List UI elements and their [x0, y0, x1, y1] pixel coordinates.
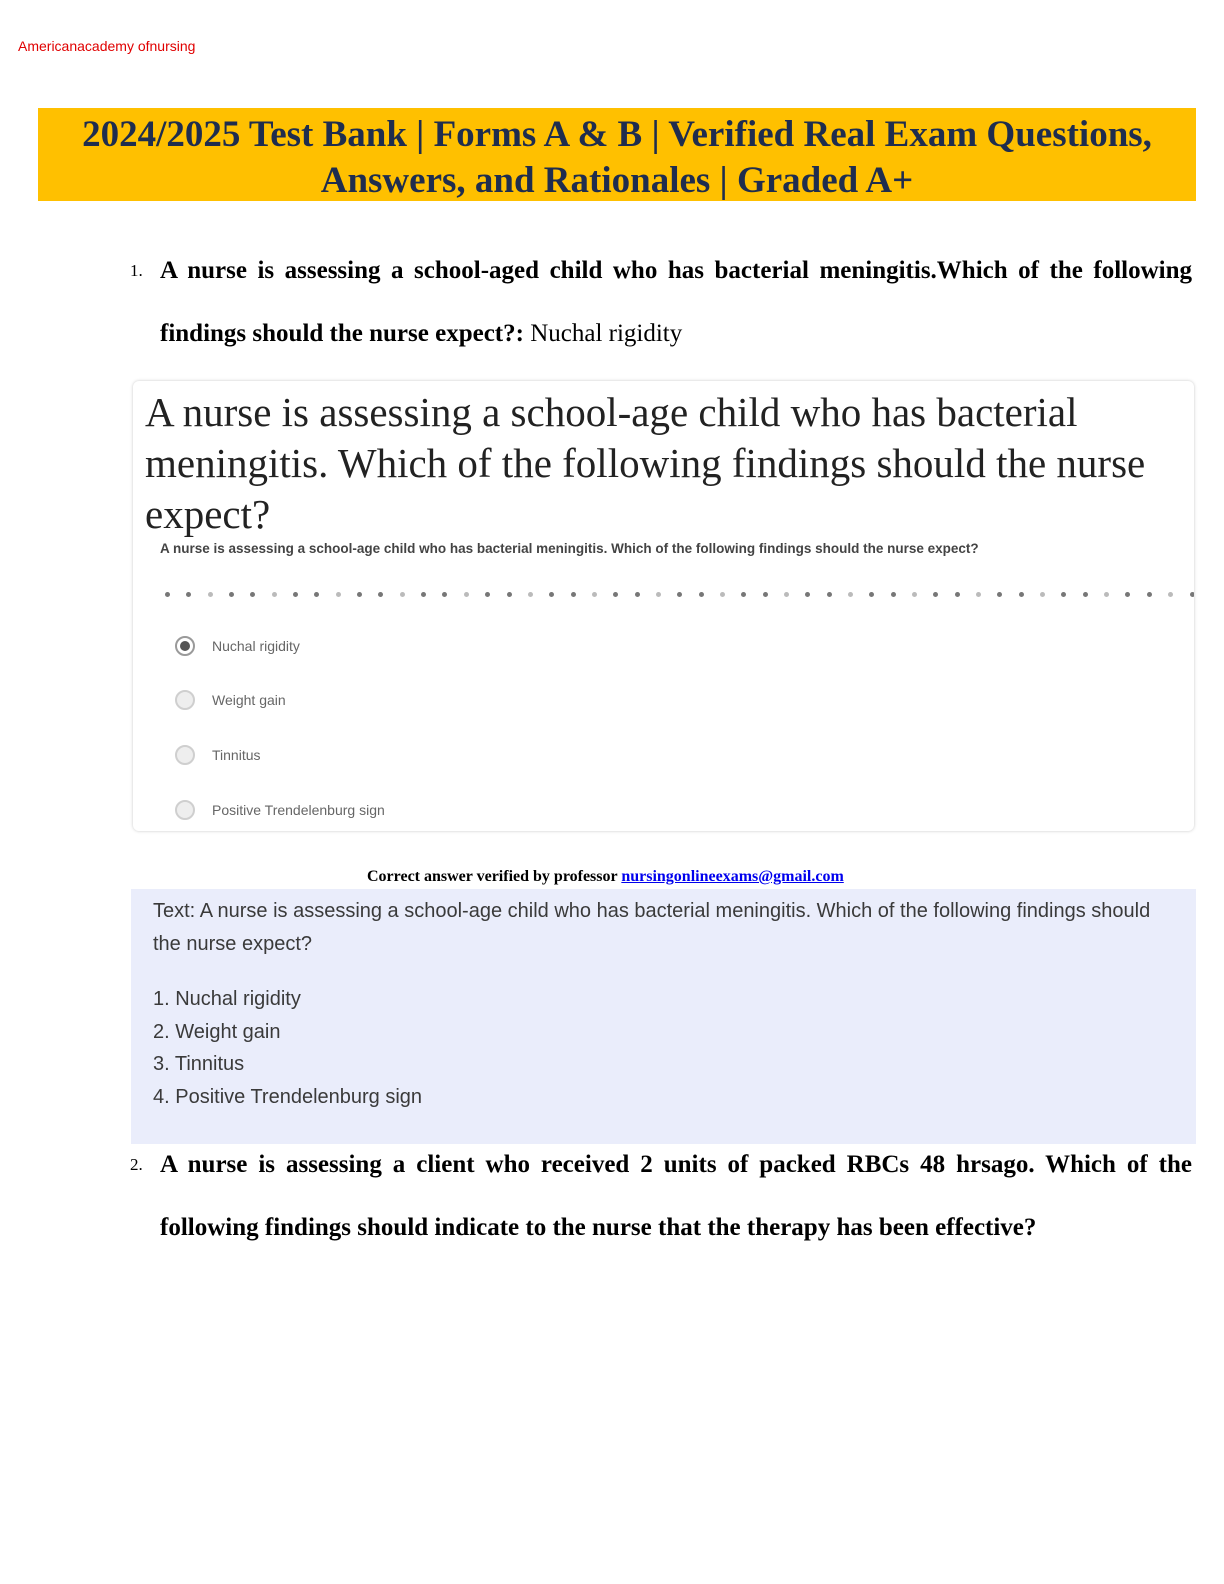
- text-version-box: [131, 889, 1196, 1144]
- progress-dot: [1083, 592, 1088, 597]
- option-tinnitus[interactable]: [175, 743, 261, 767]
- question-2: [130, 1133, 1192, 1259]
- option-label: Positive Trendelenburg sign: [212, 802, 385, 818]
- progress-dot: [997, 592, 1002, 597]
- progress-dot: [378, 592, 383, 597]
- progress-dot: [741, 592, 746, 597]
- progress-dot: [891, 592, 896, 597]
- radio-unselected-icon[interactable]: [175, 800, 195, 820]
- question-number: 1.: [130, 261, 143, 280]
- progress-dot: [592, 592, 597, 597]
- list-item: 1. Nuchal rigidity: [153, 988, 301, 1010]
- progress-dot: [336, 592, 341, 597]
- progress-dot: [699, 592, 704, 597]
- progress-dot: [912, 592, 917, 597]
- option-weight-gain[interactable]: [175, 688, 286, 712]
- option-positive-trendelenburg-sign[interactable]: [175, 798, 385, 822]
- progress-dot: [1168, 592, 1173, 597]
- verification-email-link[interactable]: nursingonlineexams@gmail.com: [621, 868, 844, 885]
- radio-unselected-icon[interactable]: [175, 745, 195, 765]
- screenshot-question-subtitle: A nurse is assessing a school-age child who has bacterial meningitis. Which of the following findings should the nurse expect?: [160, 541, 979, 556]
- progress-dot: [507, 592, 512, 597]
- progress-dot: [464, 592, 469, 597]
- progress-dot: [805, 592, 810, 597]
- progress-dot: [250, 592, 255, 597]
- progress-dot: [1104, 592, 1109, 597]
- brand-name: Americanacademy ofnursing: [18, 38, 196, 54]
- progress-dot: [1040, 592, 1045, 597]
- verification-text: Correct answer verified by professor: [367, 868, 622, 885]
- progress-dot: [314, 592, 319, 597]
- question-1: [130, 239, 1192, 365]
- option-label: Nuchal rigidity: [212, 638, 300, 654]
- title-line-1: 2024/2025 Test Bank | Forms A & B | Verified Real Exam Questions,: [82, 114, 1152, 155]
- progress-dot: [976, 592, 981, 597]
- progress-dot: [549, 592, 554, 597]
- progress-dot: [165, 592, 170, 597]
- verification-note: [367, 868, 844, 886]
- progress-dot: [571, 592, 576, 597]
- progress-dot: [656, 592, 661, 597]
- progress-dot: [400, 592, 405, 597]
- question-text: A nurse is assessing a school-aged child who has bacterial meningitis.Which of the following findings should the nurse expect?:: [160, 257, 1192, 347]
- progress-dot: [186, 592, 191, 597]
- progress-dot: [784, 592, 789, 597]
- progress-dot: [528, 592, 533, 597]
- progress-dot: [1147, 592, 1152, 597]
- progress-dot: [208, 592, 213, 597]
- progress-dot: [827, 592, 832, 597]
- progress-dot: [720, 592, 725, 597]
- progress-dot: [442, 592, 447, 597]
- progress-dot: [869, 592, 874, 597]
- progress-dot: [1019, 592, 1024, 597]
- question-text: A nurse is assessing a client who received 2 units of packed RBCs 48 hrsago. Which of the following findings should indicate to the nurse that the therapy has been effective?: [160, 1151, 1192, 1241]
- progress-dot: [272, 592, 277, 597]
- text-version-options: [153, 983, 1176, 1114]
- progress-dot: [933, 592, 938, 597]
- progress-dot: [421, 592, 426, 597]
- question-answer: Nuchal rigidity: [523, 320, 683, 347]
- progress-dot: [955, 592, 960, 597]
- progress-dot: [293, 592, 298, 597]
- list-item: 4. Positive Trendelenburg sign: [153, 1086, 423, 1109]
- title-line-2: Answers, and Rationales | Graded A+: [320, 160, 914, 201]
- progress-dot: [1190, 592, 1195, 597]
- option-label: Weight gain: [212, 692, 286, 708]
- list-item: 3. Tinnitus: [153, 1053, 245, 1076]
- document-title: [38, 108, 1196, 201]
- progress-dot: [848, 592, 853, 597]
- progress-dot: [485, 592, 490, 597]
- progress-dots: [165, 589, 1194, 599]
- progress-dot: [677, 592, 682, 597]
- question-number: 2.: [130, 1155, 143, 1174]
- progress-dot: [613, 592, 618, 597]
- progress-dot: [357, 592, 362, 597]
- screenshot-question-title: A nurse is assessing a school-age child who has bacterial meningitis. Which of the following findings should the nurse expect?: [145, 389, 1146, 537]
- progress-dot: [1061, 592, 1066, 597]
- radio-selected-icon[interactable]: [175, 636, 195, 656]
- radio-unselected-icon[interactable]: [175, 690, 195, 710]
- list-item: 2. Weight gain: [153, 1020, 281, 1043]
- progress-dot: [763, 592, 768, 597]
- progress-dot: [635, 592, 640, 597]
- question-screenshot: [133, 381, 1194, 831]
- text-version-question: Text: A nurse is assessing a school-age child who has bacterial meningitis. Which of the following findings should the nurse expect?: [153, 900, 1151, 955]
- option-nuchal-rigidity[interactable]: [175, 634, 300, 658]
- option-label: Tinnitus: [212, 747, 261, 763]
- progress-dot: [1125, 592, 1130, 597]
- progress-dot: [229, 592, 234, 597]
